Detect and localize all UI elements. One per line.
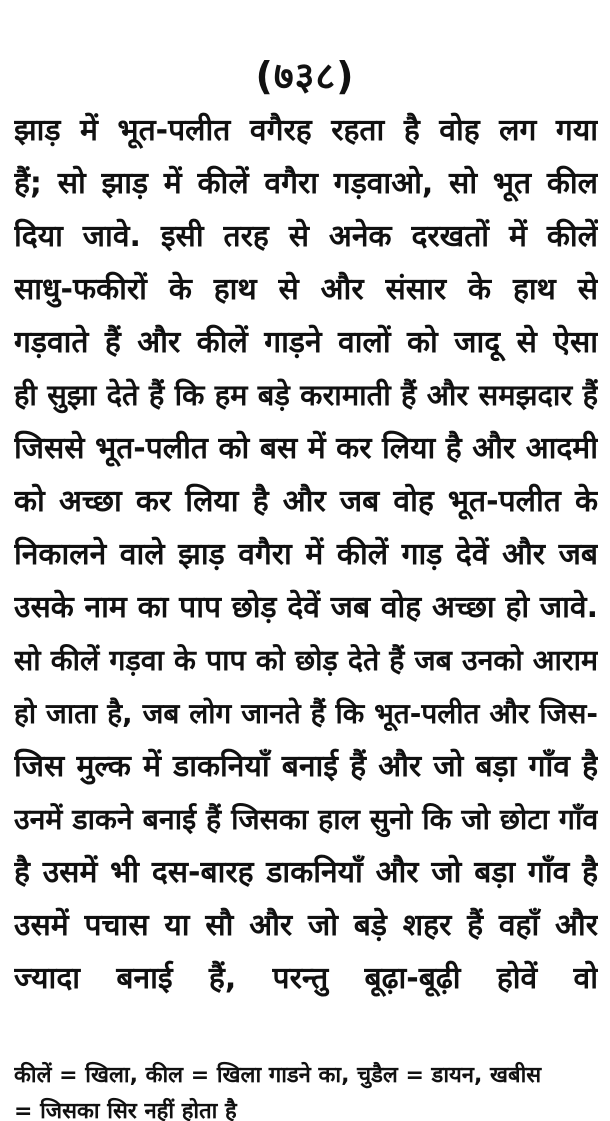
text-line: गड़वाते हैं और कीलें गाड़ने वालों को जादू से ऐसा xyxy=(14,325,598,360)
text-line: साधु-फकीरों के हाथ से और संसार के हाथ से xyxy=(14,272,598,307)
footnote-line: कीलें = खिला, कील = खिला गाडने का, चुडैल = डायन, खबीस xyxy=(14,1063,542,1088)
page-number: (७३८) xyxy=(255,54,355,98)
text-line: झाड़ में भूत-पलीत वगैरह रहता है वोह लग गया xyxy=(14,113,598,148)
text-line: हो जाता है, जब लोग जानते हैं कि भूत-पलीत और जिस- xyxy=(14,697,598,730)
body-text xyxy=(14,104,598,1005)
text-line: उसके नाम का पाप छोड़ देवें जब वोह अच्छा हो जावे. xyxy=(14,590,598,625)
text-line: है उसमें भी दस-बारह डाकनियाँ और जो बड़ा गाँव है xyxy=(14,855,598,890)
text-line: जिस मुल्क में डाकनियाँ बनाई हैं और जो बड़ा गाँव है xyxy=(14,749,598,784)
text-line: निकालने वाले झाड़ वगैरा में कीलें गाड़ देवें और जब xyxy=(14,537,598,572)
text-line: सो कीलें गड़वा के पाप को छोड़ देते हैं जब उनको आराम xyxy=(14,644,598,677)
text-line: ज्यादा बनाई हैं, परन्तु बूढ़ा-बूढ़ी होवें वो xyxy=(14,961,598,996)
text-line: उसमें पचास या सौ और जो बड़े शहर हैं वहाँ और xyxy=(14,908,598,943)
footnote-line: = जिसका सिर नहीं होता है xyxy=(14,1099,237,1121)
text-line: ही सुझा देते हैं कि हम बड़े करामाती हैं और समझदार हैं xyxy=(14,378,598,412)
text-line: दिया जावे. इसी तरह से अनेक दरखतों में कीलें xyxy=(14,219,598,254)
text-line: उनमें डाकने बनाई हैं जिसका हाल सुनो कि जो छोटा गाँव xyxy=(14,803,598,836)
footnote xyxy=(14,1058,598,1121)
text-line: को अच्छा कर लिया है और जब वोह भूत-पलीत के xyxy=(14,484,598,519)
text-line: जिससे भूत-पलीत को बस में कर लिया है और आदमी xyxy=(14,431,598,466)
text-line: हैं; सो झाड़ में कीलें वगैरा गड़वाओ, सो भूत कील xyxy=(14,166,598,201)
